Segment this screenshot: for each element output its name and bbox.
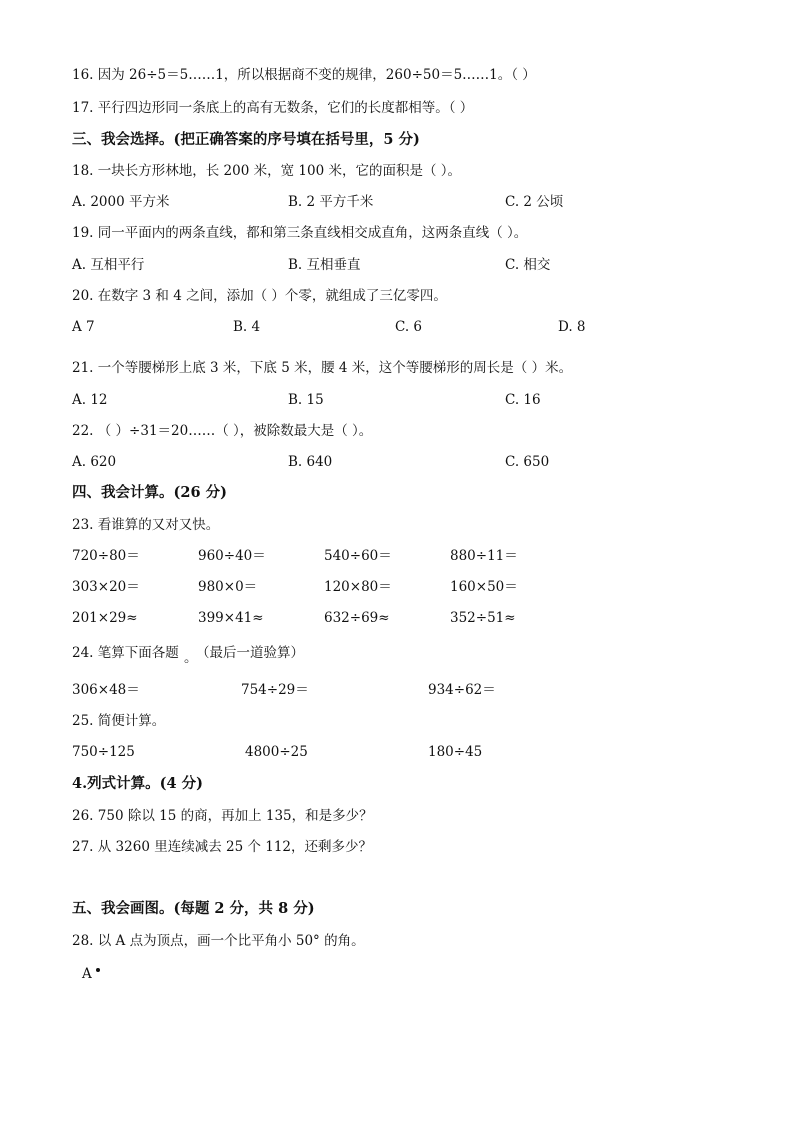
q23-cell: 960÷40＝ <box>198 548 266 564</box>
q26: 26. 750 除以 15 的商，再加上 135，和是多少？ <box>72 808 373 824</box>
q23-cell: 160×50＝ <box>450 579 518 595</box>
q18-stem: 18. 一块长方形林地，长 200 米，宽 100 米，它的面积是（ ）。 <box>72 163 462 179</box>
q23-cell: 120×80＝ <box>324 579 392 595</box>
q23-cell: 980×0＝ <box>198 579 258 595</box>
section-4-heading: 四、我会计算。(26 分) <box>72 484 227 501</box>
q23-cell: 352÷51≈ <box>450 610 516 626</box>
q18-option-a: A. 2000 平方米 <box>72 194 170 210</box>
q24-stem: 24. 笔算下面各题 <box>72 645 179 661</box>
q25-item: 4800÷25 <box>245 744 308 760</box>
q24-mark: 。 <box>184 650 198 666</box>
q23-cell: 201×29≈ <box>72 610 138 626</box>
q28: 28. 以 A 点为顶点，画一个比平角小 50° 的角。 <box>72 933 365 949</box>
q19-option-a: A. 互相平行 <box>72 257 145 273</box>
q20-option-c: C. 6 <box>395 319 423 335</box>
q22-option-c: C. 650 <box>505 454 550 470</box>
q20-option-b: B. 4 <box>233 319 261 335</box>
q20-option-a: A 7 <box>72 319 95 335</box>
q25-stem: 25. 简便计算。 <box>72 713 166 729</box>
q23-cell: 720÷80＝ <box>72 548 140 564</box>
point-a-label: A <box>82 966 92 982</box>
section-5-heading: 五、我会画图。(每题 2 分，共 8 分) <box>72 900 315 917</box>
q23-stem: 23. 看谁算的又对又快。 <box>72 517 220 533</box>
q21-option-b: B. 15 <box>288 392 324 408</box>
q19-option-b: B. 互相垂直 <box>288 257 361 273</box>
q21-stem: 21. 一个等腰梯形上底 3 米，下底 5 米，腰 4 米，这个等腰梯形的周长是（ ）米。 <box>72 360 573 376</box>
q20-stem: 20. 在数字 3 和 4 之间，添加（ ）个零，就组成了三亿零四。 <box>72 288 447 304</box>
q24-item: 934÷62＝ <box>428 682 496 698</box>
section-4b-heading: 4.列式计算。(4 分) <box>72 775 203 792</box>
q17: 17. 平行四边形同一条底上的高有无数条，它们的长度都相等。（ ） <box>72 100 474 116</box>
q16: 16. 因为 26÷5＝5……1，所以根据商不变的规律，260÷50＝5……1。（ ） <box>72 67 536 83</box>
q24-item: 306×48＝ <box>72 682 140 698</box>
q21-option-a: A. 12 <box>72 392 108 408</box>
point-a-dot <box>96 968 100 972</box>
section-3-heading: 三、我会选择。(把正确答案的序号填在括号里，5 分) <box>72 131 420 148</box>
q24-note: （最后一道验算） <box>196 645 304 661</box>
q21-option-c: C. 16 <box>505 392 541 408</box>
q19-stem: 19. 同一平面内的两条直线，都和第三条直线相交成直角，这两条直线（ ）。 <box>72 225 528 241</box>
q23-cell: 880÷11＝ <box>450 548 518 564</box>
q25-item: 750÷125 <box>72 744 135 760</box>
q22-option-b: B. 640 <box>288 454 333 470</box>
q23-cell: 632÷69≈ <box>324 610 390 626</box>
q23-cell: 303×20＝ <box>72 579 140 595</box>
q24-item: 754÷29＝ <box>241 682 309 698</box>
q20-option-d: D. 8 <box>558 319 586 335</box>
q27: 27. 从 3260 里连续减去 25 个 112，还剩多少？ <box>72 839 373 855</box>
q23-cell: 399×41≈ <box>198 610 264 626</box>
q18-option-b: B. 2 平方千米 <box>288 194 374 210</box>
q23-cell: 540÷60＝ <box>324 548 392 564</box>
q22-stem: 22. （ ）÷31＝20……（ ），被除数最大是（ ）。 <box>72 423 373 439</box>
q19-option-c: C. 相交 <box>505 257 551 273</box>
q25-item: 180÷45 <box>428 744 483 760</box>
q22-option-a: A. 620 <box>72 454 117 470</box>
q18-option-c: C. 2 公顷 <box>505 194 564 210</box>
